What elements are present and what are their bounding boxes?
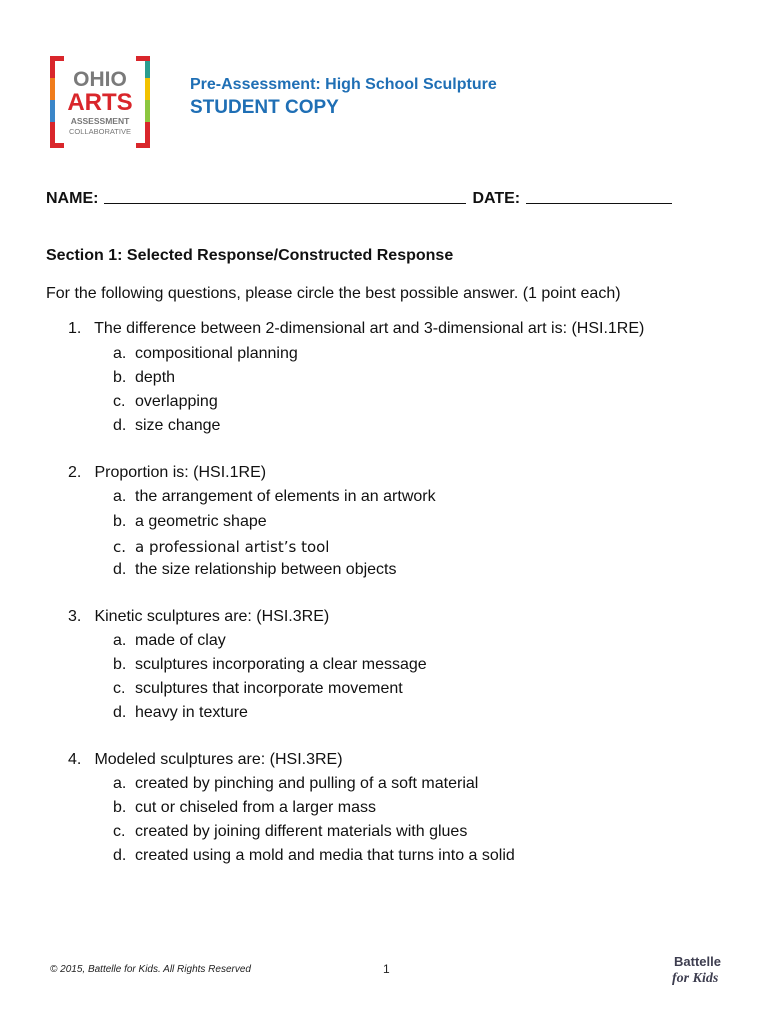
option[interactable]: b. sculptures incorporating a clear message bbox=[113, 656, 427, 673]
name-date-fields bbox=[46, 190, 672, 208]
question-4: 4. Modeled sculptures are: (HSI.3RE) bbox=[68, 751, 343, 768]
svg-text:OHIO: OHIO bbox=[73, 68, 127, 91]
battelle-for-kids-logo bbox=[670, 950, 726, 990]
svg-text:COLLABORATIVE: COLLABORATIVE bbox=[69, 127, 131, 136]
option[interactable]: a. the arrangement of elements in an artwork bbox=[113, 488, 436, 505]
option[interactable]: c. a professional artist’s tool bbox=[113, 538, 330, 556]
svg-text:Battelle: Battelle bbox=[674, 954, 721, 969]
document-title: STUDENT COPY bbox=[190, 97, 339, 118]
option[interactable]: b. cut or chiseled from a larger mass bbox=[113, 799, 376, 816]
option[interactable]: b. depth bbox=[113, 369, 176, 386]
logo-frame-icon bbox=[48, 54, 152, 150]
svg-text:ARTS: ARTS bbox=[67, 89, 133, 116]
question-3: 3. Kinetic sculptures are: (HSI.3RE) bbox=[68, 608, 330, 625]
question-1: 1. The difference between 2-dimensional art and 3-dimensional art is: (HSI.1RE) bbox=[68, 320, 645, 337]
instructions: For the following questions, please circle the best possible answer. (1 point each) bbox=[46, 285, 621, 302]
option[interactable]: d. heavy in texture bbox=[113, 704, 248, 721]
date-label: DATE: bbox=[472, 190, 521, 207]
option[interactable]: a. compositional planning bbox=[113, 345, 298, 362]
page-number: 1 bbox=[383, 962, 390, 976]
option[interactable]: b. a geometric shape bbox=[113, 513, 267, 530]
option[interactable]: c. created by joining different materials with glues bbox=[113, 823, 468, 840]
option[interactable]: d. size change bbox=[113, 417, 221, 434]
document-subtitle: Pre-Assessment: High School Sculpture bbox=[190, 76, 497, 93]
name-label: NAME: bbox=[46, 190, 99, 207]
brand-logo-icon bbox=[670, 950, 726, 990]
svg-text:for Kids: for Kids bbox=[672, 971, 719, 986]
option[interactable]: a. created by pinching and pulling of a soft material bbox=[113, 775, 479, 792]
option[interactable]: c. overlapping bbox=[113, 393, 218, 410]
name-blank[interactable] bbox=[104, 202, 466, 204]
footer-copyright: © 2015, Battelle for Kids. All Rights Reserved bbox=[50, 964, 251, 975]
svg-text:ASSESSMENT: ASSESSMENT bbox=[70, 116, 130, 126]
section-heading: Section 1: Selected Response/Constructed Response bbox=[46, 247, 454, 264]
option[interactable]: c. sculptures that incorporate movement bbox=[113, 680, 403, 697]
question-2: 2. Proportion is: (HSI.1RE) bbox=[68, 464, 267, 481]
date-blank[interactable] bbox=[526, 202, 672, 204]
ohio-arts-logo bbox=[48, 54, 152, 150]
option[interactable]: a. made of clay bbox=[113, 632, 226, 649]
option[interactable]: d. created using a mold and media that turns into a solid bbox=[113, 847, 515, 864]
option[interactable]: d. the size relationship between objects bbox=[113, 561, 397, 578]
